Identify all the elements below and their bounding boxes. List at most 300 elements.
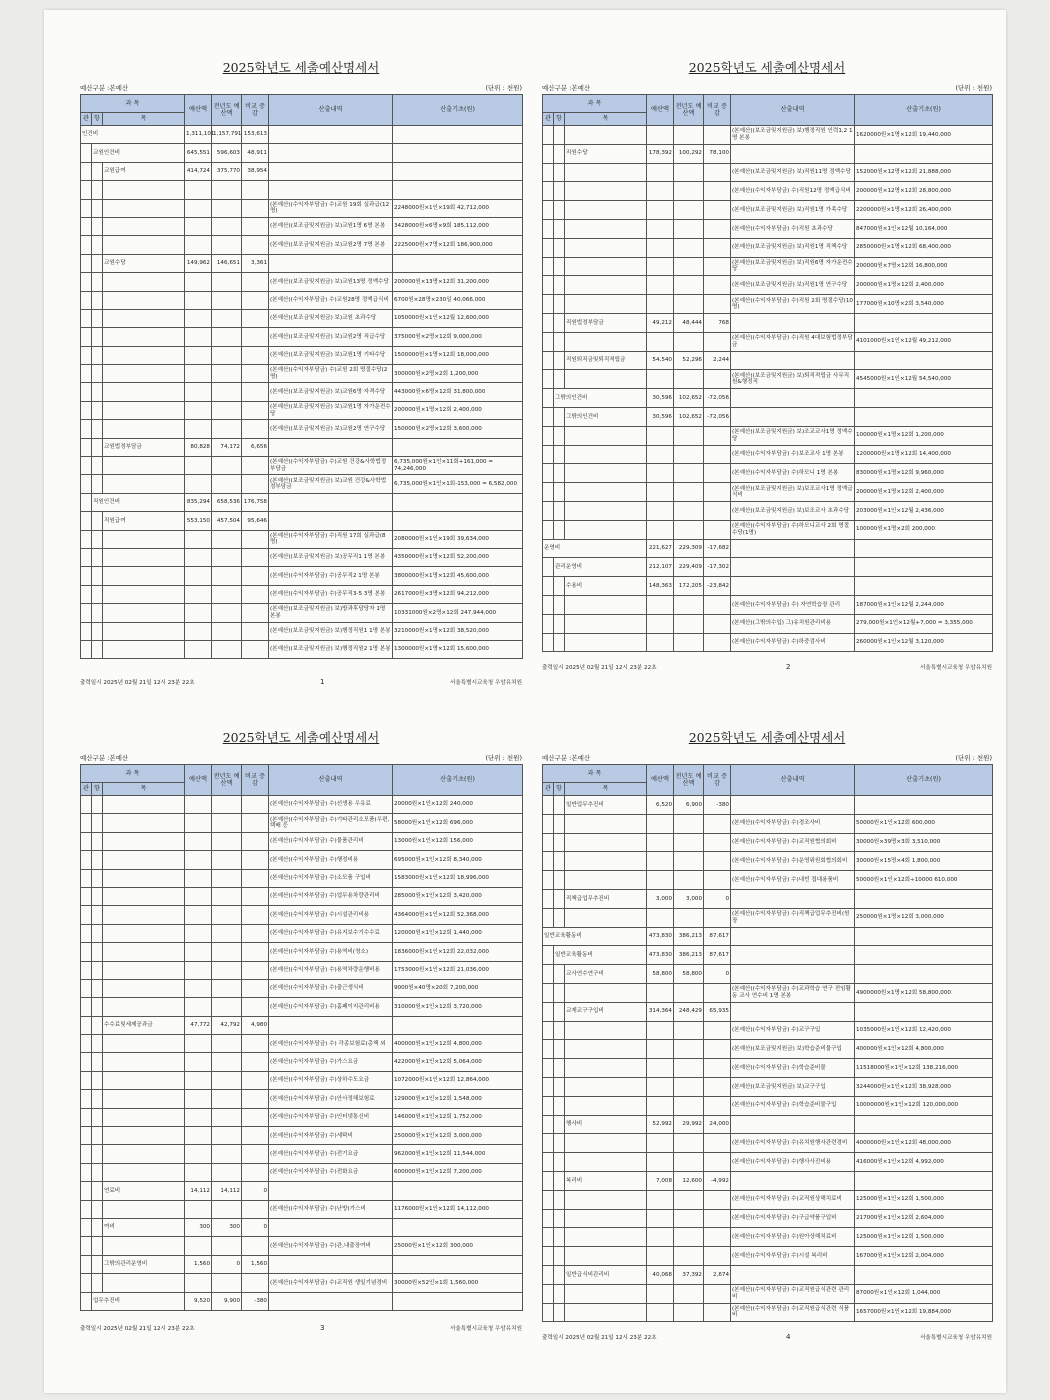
prev-budget-amount — [212, 887, 242, 905]
budget-amount — [647, 1134, 674, 1153]
diff-amount — [242, 943, 269, 961]
basis-text — [855, 796, 993, 815]
table-row — [543, 889, 993, 908]
detail-text: (본예산)(보조금및지원금) 보)교원1명 자가운전수당 — [269, 401, 393, 419]
basis-text: 200000원×1명×12회 2,400,000 — [393, 401, 523, 419]
budget-amount — [185, 273, 212, 291]
budget-amount — [647, 633, 674, 652]
diff-amount — [704, 871, 731, 890]
table-row — [81, 1145, 523, 1163]
prev-budget-amount: 6,900 — [674, 796, 704, 815]
diff-amount: 78,100 — [704, 144, 731, 163]
budget-amount — [185, 475, 212, 493]
table-row — [81, 457, 523, 475]
budget-amount — [647, 1040, 674, 1059]
table-row — [81, 1200, 523, 1218]
budget-amount: 212,107 — [647, 558, 674, 577]
budget-amount — [647, 1021, 674, 1040]
account-mok — [103, 1200, 185, 1218]
account-mok — [103, 1035, 185, 1053]
basis-text: 30000원×39명×3회 3,510,000 — [855, 833, 993, 852]
table-row — [543, 257, 993, 276]
basis-text — [393, 126, 523, 144]
budget-amount: 473,830 — [647, 946, 674, 965]
table-row — [81, 548, 523, 566]
account-mok — [103, 181, 185, 199]
prev-budget-amount: 14,112 — [212, 1182, 242, 1200]
table-row — [543, 614, 993, 633]
budget-amount — [185, 199, 212, 217]
detail-text — [269, 181, 393, 199]
budget-amount — [647, 1096, 674, 1115]
diff-amount — [242, 236, 269, 254]
table-row — [81, 1182, 523, 1200]
prev-budget-amount — [212, 1108, 242, 1126]
detail-text: (본예산)(수익자부담금) 수)교직원상해치료비 — [731, 1190, 855, 1209]
basis-text — [855, 389, 993, 408]
account-mok — [565, 201, 647, 220]
diff-amount — [242, 796, 269, 814]
basis-text: 200000원×13명×12회 31,200,000 — [393, 273, 523, 291]
prev-budget-amount: 48,444 — [674, 313, 704, 332]
table-row — [81, 869, 523, 887]
basis-text: 400000원×1인×12회 4,800,000 — [393, 1035, 523, 1053]
table-row — [543, 407, 993, 426]
diff-amount — [704, 1077, 731, 1096]
prev-budget-amount: 172,205 — [674, 577, 704, 596]
detail-text: (본예산)(수익자부담금) 수)안사정해보험료 — [269, 1090, 393, 1108]
basis-text: 1500000원×1명×12회 18,000,000 — [393, 346, 523, 364]
budget-amount: 148,363 — [647, 577, 674, 596]
prev-budget-amount — [674, 257, 704, 276]
detail-text — [731, 558, 855, 577]
col-basis-header: 산출기초(원) — [393, 95, 523, 126]
budget-amount — [185, 1108, 212, 1126]
basis-text — [393, 1016, 523, 1034]
prev-budget-amount — [212, 365, 242, 383]
budget-amount — [185, 530, 212, 548]
detail-text: (본예산)(수익자부담금) 수)유지보수기수수료 — [269, 924, 393, 942]
detail-text: (본예산)(보조금및지원금) 보)직원6명 자가운전수당 — [731, 257, 855, 276]
col-diff-header: 비교 증감 — [704, 95, 731, 126]
detail-text: (본예산)(수익자부담금) 수)시설관리비용 — [269, 906, 393, 924]
budget-amount: 49,212 — [647, 313, 674, 332]
budget-amount — [647, 908, 674, 927]
detail-text: (본예산)(수익자부담금) 수)하모니교사 2회 명절수당(1명) — [731, 520, 855, 539]
page-number: 3 — [320, 1323, 325, 1332]
basis-text: 962000원×1인×12회 11,544,000 — [393, 1145, 523, 1163]
budget-amount — [185, 851, 212, 869]
account-mok: 직원수당 — [565, 144, 647, 163]
detail-text: (본예산)(수익자부담금) 수)용역차량운행비용 — [269, 961, 393, 979]
detail-text: (본예산)(수익자부담금) 수)내빈 접대용품비 — [731, 871, 855, 890]
budget-amount — [185, 998, 212, 1016]
budget-amount — [647, 814, 674, 833]
diff-amount — [242, 309, 269, 327]
budget-amount — [185, 346, 212, 364]
account-hang: 교원인건비 — [92, 144, 185, 162]
prev-budget-amount — [674, 501, 704, 520]
diff-amount — [704, 295, 731, 314]
budget-amount — [185, 1145, 212, 1163]
page-title: 2025학년도 세출예산명세서 — [222, 730, 380, 745]
prev-budget-amount — [674, 871, 704, 890]
account-mok — [565, 1096, 647, 1115]
budget-amount — [185, 328, 212, 346]
basis-text: 200000원×1명×12회 2,400,000 — [855, 483, 993, 502]
budget-category: 예산구분 :본예산 — [542, 84, 591, 92]
prev-budget-amount — [212, 1053, 242, 1071]
table-row — [81, 1108, 523, 1126]
account-mok — [103, 346, 185, 364]
account-mok — [565, 276, 647, 295]
budget-amount: 178,392 — [647, 144, 674, 163]
table-row — [81, 401, 523, 419]
prev-budget-amount — [674, 1190, 704, 1209]
budget-amount — [185, 1071, 212, 1089]
diff-amount — [704, 445, 731, 464]
print-datetime: 출력일시 2025년 02월 21일 12시 23분 22초 — [542, 1335, 657, 1342]
table-row — [81, 126, 523, 144]
diff-amount — [242, 887, 269, 905]
prev-budget-amount — [674, 1284, 704, 1303]
table-row — [81, 924, 523, 942]
table-row — [543, 1303, 993, 1322]
prev-budget-amount — [674, 332, 704, 351]
table-row — [81, 236, 523, 254]
budget-amount — [647, 219, 674, 238]
diff-amount — [242, 383, 269, 401]
budget-amount — [647, 1059, 674, 1078]
organization-name: 서울특별시교육청 우암유치원 — [919, 1335, 992, 1342]
account-mok: 직원법정부담금 — [565, 313, 647, 332]
page-info-row — [80, 82, 522, 94]
account-mok: 직원퇴직금및퇴직적립금 — [565, 351, 647, 370]
account-mok — [565, 1284, 647, 1303]
account-mok — [565, 238, 647, 257]
basis-text: 4350000원×1명×12회 52,200,000 — [393, 548, 523, 566]
diff-amount — [242, 1108, 269, 1126]
budget-table — [542, 764, 993, 1322]
prev-budget-amount — [674, 126, 704, 145]
budget-amount — [647, 1190, 674, 1209]
table-row — [81, 217, 523, 235]
prev-budget-amount — [212, 1071, 242, 1089]
account-mok: 여비 — [103, 1218, 185, 1236]
table-row — [81, 162, 523, 180]
diff-amount: -72,056 — [704, 389, 731, 408]
detail-text: (본예산)(수익자부담금) 수)행정비용 — [269, 851, 393, 869]
budget-amount — [185, 1274, 212, 1292]
account-mok — [565, 1247, 647, 1266]
table-row — [81, 814, 523, 832]
diff-amount — [242, 1274, 269, 1292]
table-row — [543, 1040, 993, 1059]
table-row — [543, 1209, 993, 1228]
account-mok — [565, 257, 647, 276]
col-group-header: 과 목 — [81, 765, 185, 783]
basis-text — [855, 1171, 993, 1190]
basis-text: 285000원×1인×12회 3,420,000 — [393, 887, 523, 905]
budget-amount: 7,008 — [647, 1171, 674, 1190]
budget-amount — [647, 201, 674, 220]
diff-amount: 0 — [242, 1182, 269, 1200]
col-hang-header: 항 — [92, 783, 103, 796]
prev-budget-amount: 248,429 — [674, 1002, 704, 1021]
budget-amount — [647, 126, 674, 145]
diff-amount — [242, 328, 269, 346]
basis-text — [855, 927, 993, 946]
account-mok: 직원급여 — [103, 512, 185, 530]
table-row — [81, 346, 523, 364]
col-kwan-header: 관 — [543, 783, 554, 796]
budget-amount: 473,830 — [647, 927, 674, 946]
detail-text: (본예산)(수익자부담금) 수)하모니 1명 본봉 — [731, 464, 855, 483]
basis-text: 58000원×1인×12회 696,000 — [393, 814, 523, 832]
account-mok — [103, 328, 185, 346]
prev-budget-amount: 52,296 — [674, 351, 704, 370]
col-basis-header: 산출기초(원) — [393, 765, 523, 796]
budget-amount: 54,540 — [647, 351, 674, 370]
account-mok — [565, 1209, 647, 1228]
account-mok — [103, 199, 185, 217]
basis-text: 150000원×2명×12회 3,600,000 — [393, 420, 523, 438]
diff-amount — [704, 1134, 731, 1153]
detail-text: (본예산)(보조금및지원금) 보)직원1명 연구수당 — [731, 276, 855, 295]
page-info-row — [542, 82, 992, 94]
diff-amount — [704, 219, 731, 238]
budget-amount: 6,520 — [647, 796, 674, 815]
page-info-row — [542, 752, 992, 764]
account-mok — [565, 871, 647, 890]
col-mok-header: 목 — [565, 783, 647, 796]
table-row — [81, 961, 523, 979]
prev-budget-amount — [674, 1059, 704, 1078]
budget-amount: 58,800 — [647, 965, 674, 984]
budget-amount — [185, 1053, 212, 1071]
prev-budget-amount: 386,213 — [674, 946, 704, 965]
detail-text: (본예산)(수익자부담금) 수)운영위원회협의회비 — [731, 852, 855, 871]
account-mok — [103, 1274, 185, 1292]
prev-budget-amount — [212, 346, 242, 364]
diff-amount — [704, 633, 731, 652]
account-mok — [103, 1163, 185, 1181]
table-row — [543, 577, 993, 596]
budget-amount — [647, 483, 674, 502]
prev-budget-amount: 58,800 — [674, 965, 704, 984]
table-row — [81, 796, 523, 814]
diff-amount: 65,935 — [704, 1002, 731, 1021]
detail-text — [731, 946, 855, 965]
basis-text: 600000원×1인×12회 7,200,000 — [393, 1163, 523, 1181]
prev-budget-amount — [674, 814, 704, 833]
budget-amount — [185, 1127, 212, 1145]
basis-text — [855, 889, 993, 908]
table-row — [543, 238, 993, 257]
budget-amount — [185, 567, 212, 585]
account-hang: 직원인건비 — [92, 493, 185, 511]
prev-budget-amount: 229,409 — [674, 558, 704, 577]
table-row — [543, 1171, 993, 1190]
prev-budget-amount — [674, 1040, 704, 1059]
basis-text: 177000원×10명×2회 3,540,000 — [855, 295, 993, 314]
basis-text: 2080000원×1인×19회 39,634,000 — [393, 530, 523, 548]
diff-amount — [704, 276, 731, 295]
diff-amount — [704, 1284, 731, 1303]
detail-text: (본예산)(수익자부담금) 수)전화요금 — [269, 1163, 393, 1181]
basis-text — [855, 946, 993, 965]
page-number: 2 — [786, 663, 791, 672]
basis-text: 2617000원×3명×12회 94,212,000 — [393, 585, 523, 603]
detail-text: (본예산)(보조금및지원금) 보)교원 초과수당 — [269, 309, 393, 327]
basis-text: 1176000원×1인×12회 14,112,000 — [393, 1200, 523, 1218]
prev-budget-amount: 102,652 — [674, 389, 704, 408]
col-group-header: 과 목 — [81, 95, 185, 113]
account-mok — [103, 961, 185, 979]
budget-amount: 414,724 — [185, 162, 212, 180]
table-row — [543, 295, 993, 314]
diff-amount — [242, 365, 269, 383]
prev-budget-amount — [212, 796, 242, 814]
prev-budget-amount — [674, 852, 704, 871]
table-row — [81, 998, 523, 1016]
table-row — [81, 1292, 523, 1310]
prev-budget-amount: 457,504 — [212, 512, 242, 530]
diff-amount: 1,560 — [242, 1255, 269, 1273]
prev-budget-amount: 42,792 — [212, 1016, 242, 1034]
table-row — [81, 1090, 523, 1108]
detail-text: (본예산)(수익자부담금) 수)교과학습 연구 전임활동 교사 연수비 1명 본봉 — [731, 983, 855, 1002]
detail-text: (본예산)(수익자부담금) 수)교원 19회 실과급(12명) — [269, 199, 393, 217]
basis-text: 2248000원×1인×19회 42,712,000 — [393, 199, 523, 217]
diff-amount — [242, 961, 269, 979]
account-mok — [565, 1153, 647, 1172]
prev-budget-amount — [212, 979, 242, 997]
budget-amount — [185, 457, 212, 475]
detail-text: (본예산)(수익자부담금) 수)교원 2회 명절수당(2명) — [269, 365, 393, 383]
prev-budget-amount — [674, 833, 704, 852]
detail-text: (본예산)(수익자부담금) 수)원아상해치료비 — [731, 1228, 855, 1247]
basis-text: 20000원×1인×12회 240,000 — [393, 796, 523, 814]
account-mok — [103, 640, 185, 658]
diff-amount: 87,617 — [704, 946, 731, 965]
basis-text — [855, 1002, 993, 1021]
table-row — [543, 852, 993, 871]
report-page-2 — [542, 58, 992, 672]
prev-budget-amount: 0 — [212, 1255, 242, 1273]
prev-budget-amount: 229,309 — [674, 539, 704, 558]
diff-amount — [704, 1303, 731, 1322]
diff-amount — [242, 1145, 269, 1163]
table-row — [543, 1002, 993, 1021]
account-mok — [103, 906, 185, 924]
basis-text: 250000원×1명×12회 3,000,000 — [855, 908, 993, 927]
basis-text: 375000원×2명×12회 9,000,000 — [393, 328, 523, 346]
budget-category: 예산구분 :본예산 — [80, 754, 129, 762]
account-kwan: 운영비 — [543, 539, 647, 558]
budget-amount — [185, 1237, 212, 1255]
table-row — [81, 832, 523, 850]
budget-amount: 835,294 — [185, 493, 212, 511]
basis-text: 3428000원×6명×9회 185,112,000 — [393, 217, 523, 235]
budget-amount — [185, 585, 212, 603]
diff-amount — [242, 906, 269, 924]
account-mok — [103, 622, 185, 640]
diff-amount — [704, 370, 731, 389]
account-mok: 그밖의관리운영비 — [103, 1255, 185, 1273]
account-hang: 관리운영비 — [554, 558, 647, 577]
diff-amount: 0 — [242, 1218, 269, 1236]
basis-text — [393, 493, 523, 511]
table-row — [81, 144, 523, 162]
account-mok — [565, 983, 647, 1002]
budget-amount — [647, 1247, 674, 1266]
budget-amount — [647, 833, 674, 852]
account-mok — [565, 182, 647, 201]
detail-text: (본예산)(수익자부담금) 수) 각종보험료(총책 외 — [269, 1035, 393, 1053]
account-mok — [103, 530, 185, 548]
prev-budget-amount — [212, 585, 242, 603]
prev-budget-amount — [212, 457, 242, 475]
account-mok — [103, 291, 185, 309]
table-row — [543, 983, 993, 1002]
basis-text: 400000원×1인×12회 4,800,000 — [855, 1040, 993, 1059]
diff-amount: -17,682 — [704, 539, 731, 558]
account-mok: 교원급여 — [103, 162, 185, 180]
prev-budget-amount — [674, 219, 704, 238]
diff-amount — [242, 457, 269, 475]
basis-text: 200000원×1명×12회 2,400,000 — [855, 276, 993, 295]
account-hang: 일반교육활동비 — [554, 946, 647, 965]
basis-text: 100000원×1명×12회 1,200,000 — [855, 426, 993, 445]
diff-amount — [704, 332, 731, 351]
detail-text: (본예산)(수익자부담금) 수)하중검사비 — [731, 633, 855, 652]
col-kwan-header: 관 — [543, 113, 554, 126]
col-diff-header: 비교 증감 — [704, 765, 731, 796]
account-mok — [103, 832, 185, 850]
account-mok: 행사비 — [565, 1115, 647, 1134]
table-row — [81, 1127, 523, 1145]
table-row — [81, 1274, 523, 1292]
basis-text — [393, 438, 523, 456]
col-diff-header: 비교 증감 — [242, 95, 269, 126]
basis-text — [393, 162, 523, 180]
account-mok — [565, 833, 647, 852]
budget-amount — [185, 622, 212, 640]
detail-text — [731, 313, 855, 332]
diff-amount — [242, 1090, 269, 1108]
table-row — [81, 604, 523, 622]
basis-text: 200000원×12명×12회 28,800,000 — [855, 182, 993, 201]
basis-text: 4364000원×1인×12회 52,368,000 — [393, 906, 523, 924]
diff-amount — [704, 614, 731, 633]
detail-text: (본예산)(수익자부담금) 수)직원 17회 실과급(8명) — [269, 530, 393, 548]
budget-amount — [647, 595, 674, 614]
detail-text: (본예산)(수익자부담금) 수)직원 초과수당 — [731, 219, 855, 238]
basis-text: 310000원×1인×12회 3,720,000 — [393, 998, 523, 1016]
detail-text: (본예산)(수익자부담금) 수)직원 2회 명절수당(10명) — [731, 295, 855, 314]
prev-budget-amount — [674, 520, 704, 539]
account-mok — [103, 365, 185, 383]
basis-text — [393, 1218, 523, 1236]
col-basis-header: 산출기초(원) — [855, 95, 993, 126]
account-mok — [565, 483, 647, 502]
budget-table — [80, 94, 523, 659]
unit-label: (단위 : 천원) — [485, 84, 522, 92]
account-mok — [103, 548, 185, 566]
table-row — [543, 871, 993, 890]
detail-text: (본예산)(수익자부담금) 수)관,내출장여비 — [269, 1237, 393, 1255]
